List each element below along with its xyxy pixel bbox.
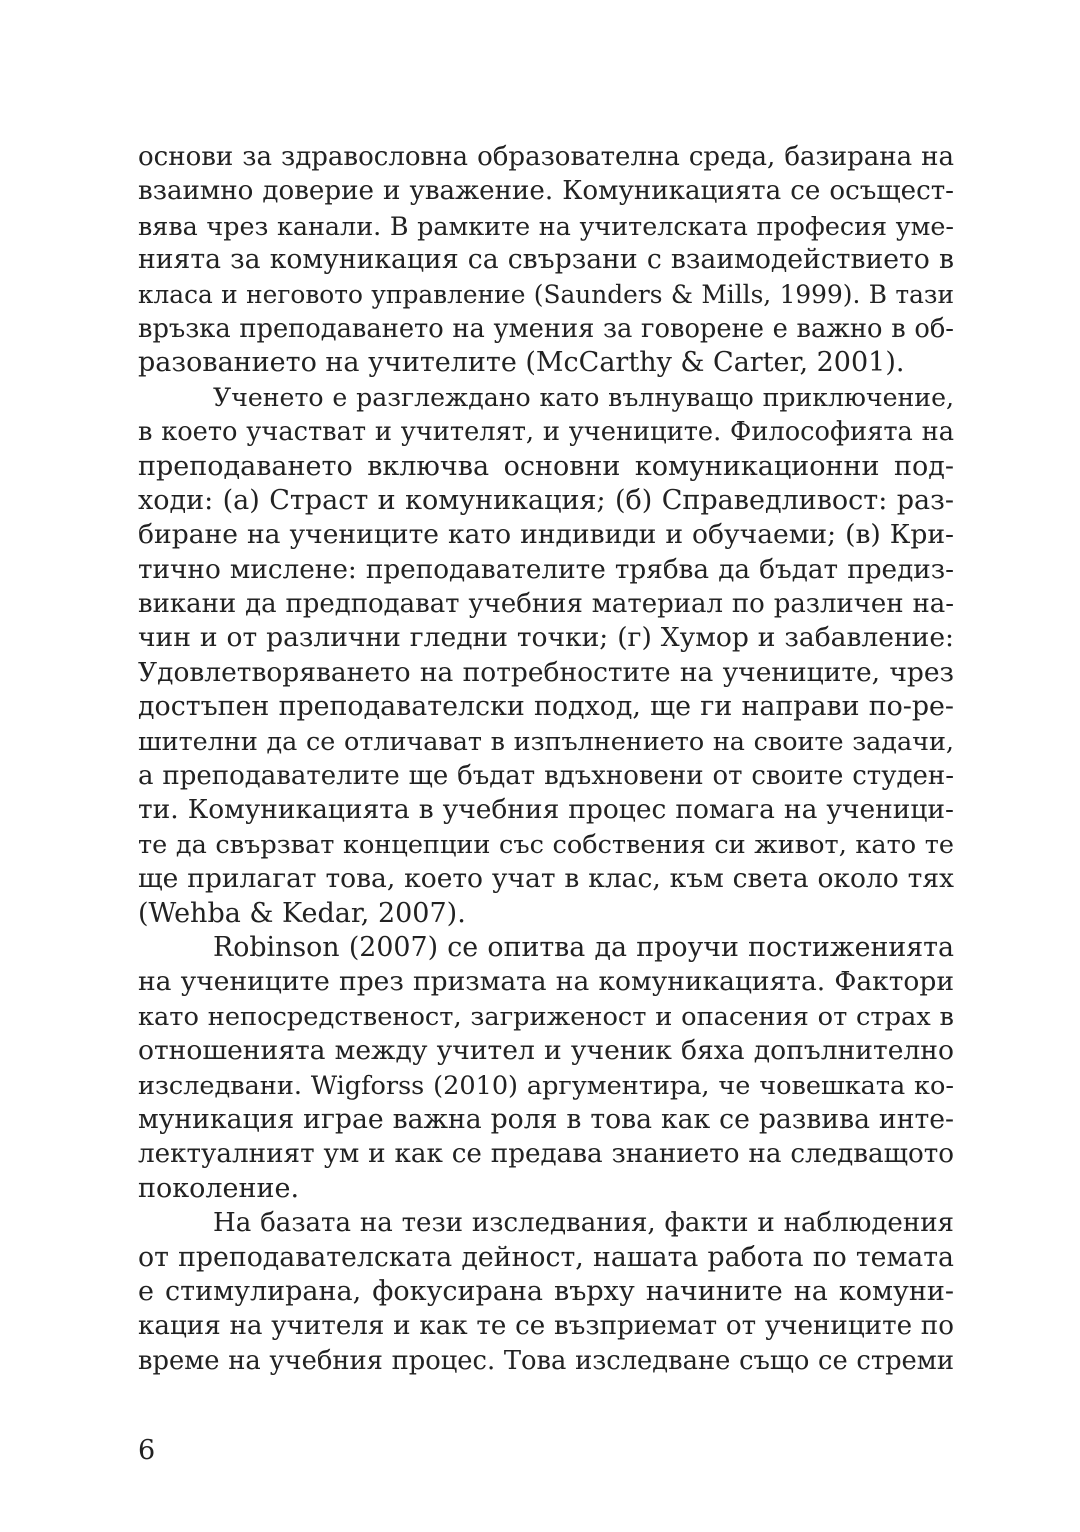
text-line: в което участват и учителят, и учениците. Философията на: [138, 417, 954, 448]
text-line: разованието на учителите (McCarthy & Carter, 2001).: [138, 347, 905, 379]
text-line: Удовлетворяването на потребностите на учениците, чрез: [138, 656, 954, 688]
text-line: като непосредственост, загриженост и опасения от страх в: [138, 1001, 954, 1032]
text-line: шителни да се отличават в изпълнението на своите задачи,: [138, 726, 954, 757]
text-line: основи за здравословна образователна среда, базирана на: [138, 142, 954, 172]
text-line: класа и неговото управление (Saunders & Mills, 1999). В тази: [138, 279, 954, 309]
text-line: викани да предподават учебния материал по различен на-: [138, 589, 954, 620]
text-line: ще прилагат това, което учат в клас, към света около тях: [138, 863, 954, 895]
text-line: ходи: (а) Страст и комуникация; (б) Справедливост: раз-: [138, 484, 954, 516]
text-line: отношенията между учител и ученик бяха допълнително: [138, 1035, 954, 1067]
text-line: Ученето е разглеждано като вълнуващо приключение,: [213, 382, 954, 412]
text-line: е стимулирана, фокусирана върху начините на комуни-: [138, 1275, 954, 1307]
text-line: връзка преподаването на умения за говорене е важно в об-: [138, 313, 954, 344]
text-line: ти. Комуникацията в учебния процес помага на ученици-: [138, 794, 954, 826]
page-number: 6: [138, 1435, 156, 1466]
text-line: биране на учениците като индивиди и обучаеми; (в) Кри-: [138, 519, 954, 551]
text-line: а преподавателите ще бъдат вдъхновени от своите студен-: [138, 761, 954, 792]
text-line: муникация играе важна роля в това как се развива инте-: [138, 1103, 954, 1135]
text-line: преподаването включва основни комуникационни под-: [138, 450, 954, 482]
text-line: изследвани. Wigforss (2010) аргументира, че човешката ко-: [138, 1070, 954, 1101]
text-line: тично мислене: преподавателите трябва да бъдат предиз-: [138, 554, 954, 585]
text-line: от преподавателската дейност, нашата работа по темата: [138, 1241, 954, 1273]
text-line: взаимно доверие и уважение. Комуникацията се осъщест-: [138, 176, 954, 207]
text-line: на учениците през призмата на комуникацията. Фактори: [138, 966, 954, 998]
text-line: време на учебния процес. Това изследване също се стреми: [138, 1345, 954, 1376]
text-line: нията за комуникация са свързани с взаимодействието в: [138, 244, 954, 276]
text-line: лектуалният ум и как се предава знанието на следващото: [138, 1139, 954, 1170]
text-line: кация на учителя и как те се възприемат от учениците по: [138, 1311, 954, 1342]
text-line: поколение.: [138, 1172, 300, 1204]
text-line: (Wehba & Kedar, 2007).: [138, 897, 466, 929]
text-line: Robinson (2007) се опитва да проучи постиженията: [213, 931, 954, 963]
text-line: вява чрез канали. В рамките на учителската професия уме-: [138, 210, 954, 241]
body-text: [138, 140, 954, 1378]
text-line: достъпен преподавателски подход, ще ги направи по-ре-: [138, 691, 954, 723]
text-line: те да свързват концепции със собствения си живот, като те: [138, 829, 954, 860]
text-line: чин и от различни гледни точки; (г) Хумор и забавление:: [138, 622, 954, 654]
text-line: На базата на тези изследвания, факти и наблюдения: [213, 1208, 954, 1239]
